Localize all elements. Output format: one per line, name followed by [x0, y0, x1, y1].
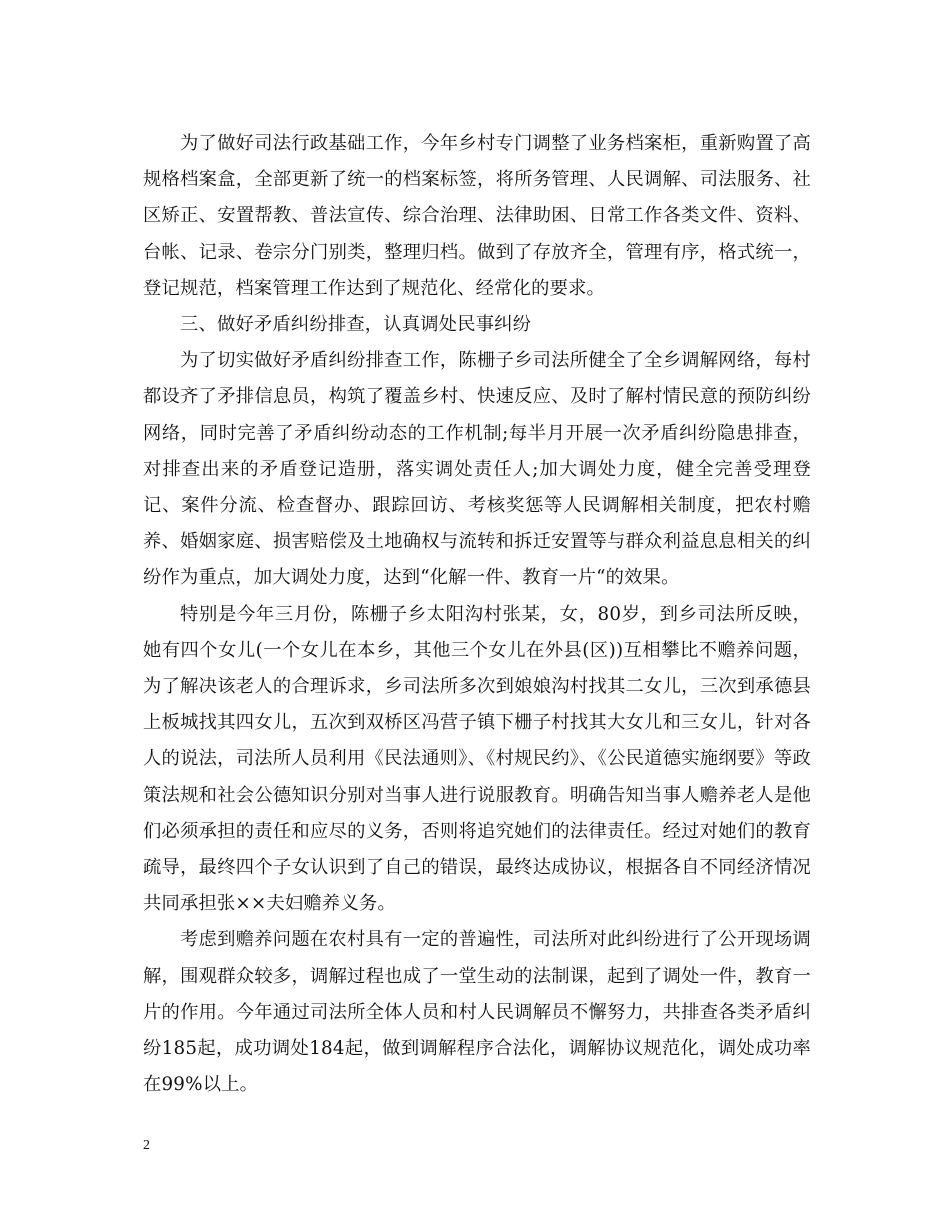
paragraph-mediation-results: 考虑到赡养问题在农村具有一定的普遍性，司法所对此纠纷进行了公开现场调解，围观群众较多，调解过程也成了一堂生动的法制课，起到了调处一件，教育一片的作用。今年通过司法所全体人员和村人民调解员不懈努力，共排查各类矛盾纠纷185起，成功调处184起，做到调解程序合法化，调解协议规范化，调处成功率在99%以上。	[143, 929, 811, 1096]
paragraph-dispute-network: 为了切实做好矛盾纠纷排查工作，陈栅子乡司法所健全了全乡调解网络，每村都设齐了矛排信息员，构筑了覆盖乡村、快速反应、及时了解村情民意的预防纠纷网络，同时完善了矛盾纠纷动态的工作机制;每半月开展一次矛盾纠纷隐患排查，对排查出来的矛盾登记造册，落实调处责任人;加大调处力度，健全完善受理登记、案件分流、检查督办、跟踪回访、考核奖惩等人民调解相关制度，把农村赡养、婚姻家庭、损害赔偿及土地确权与流转和拆迁安置等与群众利益息息相关的纠纷作为重点，加大调处力度，达到“化解一件、教育一片“的效果。	[143, 350, 811, 589]
document-body	[143, 126, 811, 1103]
page-number: 2	[143, 1138, 150, 1153]
paragraph-archive-management: 为了做好司法行政基础工作，今年乡村专门调整了业务档案柜，重新购置了高规格档案盒，全部更新了统一的档案标签，将所务管理、人民调解、司法服务、社区矫正、安置帮教、普法宣传、综合治理、法律助困、日常工作各类文件、资料、台帐、记录、卷宗分门别类，整理归档。做到了存放齐全，管理有序，格式统一，登记规范，档案管理工作达到了规范化、经常化的要求。	[143, 133, 811, 299]
paragraph-elderly-support-case: 特别是今年三月份，陈栅子乡太阳沟村张某，女，80岁，到乡司法所反映，她有四个女儿(一个女儿在本乡，其他三个女儿在外县(区))互相攀比不赡养问题，为了解决该老人的合理诉求，乡司法所多次到娘娘沟村找其二女儿，三次到承德县上板城找其四女儿，五次到双桥区冯营子镇下栅子村找其大女儿和三女儿，针对各人的说法，司法所人员利用《民法通则》、《村规民约》、《公民道德实施纲要》等政策法规和社会公德知识分别对当事人进行说服教育。明确告知当事人赡养老人是他们必须承担的责任和应尽的义务，否则将追究她们的法律责任。经过对她们的教育疏导，最终四个子女认识到了自己的错误，最终达成协议，根据各自不同经济情况共同承担张××夫妇赡养义务。	[143, 603, 811, 915]
section-heading-dispute-investigation: 三、做好矛盾纠纷排查，认真调处民事纠纷	[180, 314, 532, 336]
